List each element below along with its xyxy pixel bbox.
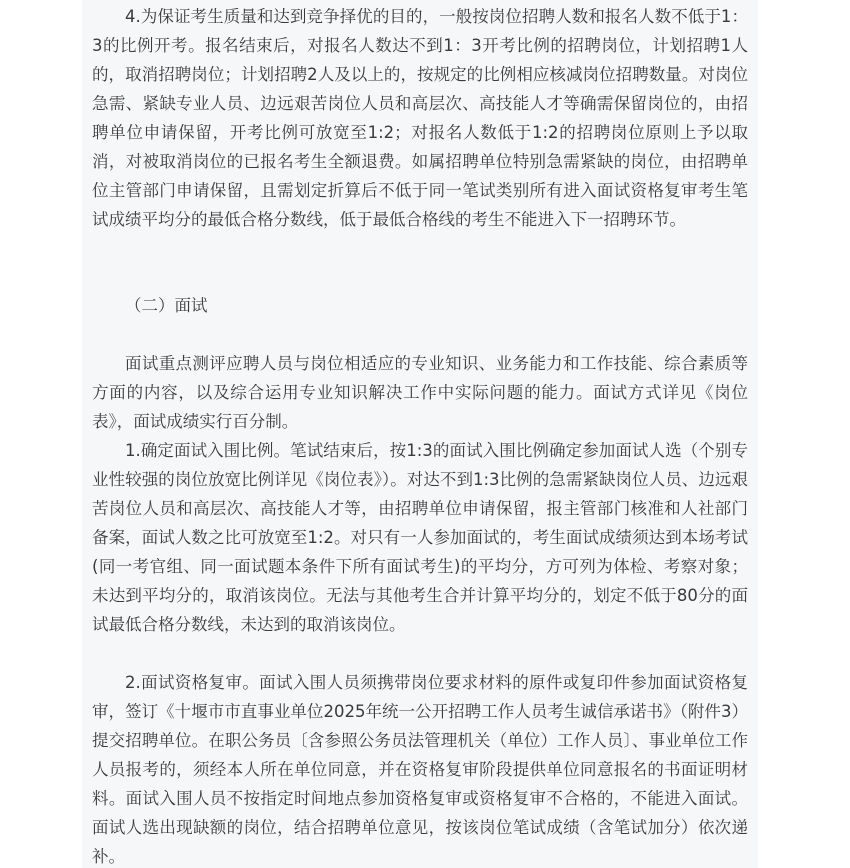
paragraph-item-4: 4.为保证考生质量和达到竞争择优的目的，一般按岗位招聘人数和报名人数不低于1：3的比例开考。报名结束后，对报名人数达不到1：3开考比例的招聘岗位，计划招聘1人的，取消招聘岗位；计划招聘2人及以上的，按规定的比例相应核减岗位招聘数量。对岗位急需、紧缺专业人员、边远艰苦岗位人员和高层次、高技能人才等确需保留岗位的，由招聘单位申请保留，开考比例可放宽至1:2；对报名人数低于1:2的招聘岗位原则上予以取消，对被取消岗位的已报名考生全额退费。如属招聘单位特别急需紧缺的岗位，由招聘单位主管部门申请保留，且需划定折算后不低于同一笔试类别所有进入面试资格复审考生笔试成绩平均分的最低合格分数线，低于最低合格线的考生不能进入下一招聘环节。 — [92, 7, 748, 229]
paragraph-interview-intro: 面试重点测评应聘人员与岗位相适应的专业知识、业务能力和工作技能、综合素质等方面的内容，以及综合运用专业知识解决工作中实际问题的能力。面试方式详见《岗位表》，面试成绩实行百分制。 — [92, 354, 748, 431]
paragraph-item-2: 2.面试资格复审。面试入围人员须携带岗位要求材料的原件或复印件参加面试资格复审，签订《十堰市市直事业单位2025年统一公开招聘工作人员考生诚信承诺书》（附件3）提交招聘单位。在职公务员〔含参照公务员法管理机关（单位）工作人员〕、事业单位工作人员报考的，须经本人所在单位同意，并在资格复审阶段提供单位同意报名的书面证明材料。面试入围人员不按指定时间地点参加资格复审或资格复审不合格的，不能进入面试。面试人选出现缺额的岗位，结合招聘单位意见，按该岗位笔试成绩（含笔试加分）依次递补。 — [92, 673, 748, 866]
paragraph-item-1: 1.确定面试入围比例。笔试结束后，按1:3的面试入围比例确定参加面试人选（个别专业性较强的岗位放宽比例详见《岗位表》）。对达不到1:3比例的急需紧缺岗位人员、边远艰苦岗位人员和高层次、高技能人才等，由招聘单位申请保留，报主管部门核准和人社部门备案，面试人数之比可放宽至1:2。对只有一人参加面试的，考生面试成绩须达到本场考试(同一考官组、同一面试题本条件下所有面试考生)的平均分，方可列为体检、考察对象；未达到平均分的，取消该岗位。无法与其他考生合并计算平均分的，划定不低于80分的面试最低合格分数线，未达到的取消该岗位。 — [92, 441, 748, 634]
section-heading-interview: （二）面试 — [125, 296, 208, 315]
article-body — [82, 0, 758, 868]
